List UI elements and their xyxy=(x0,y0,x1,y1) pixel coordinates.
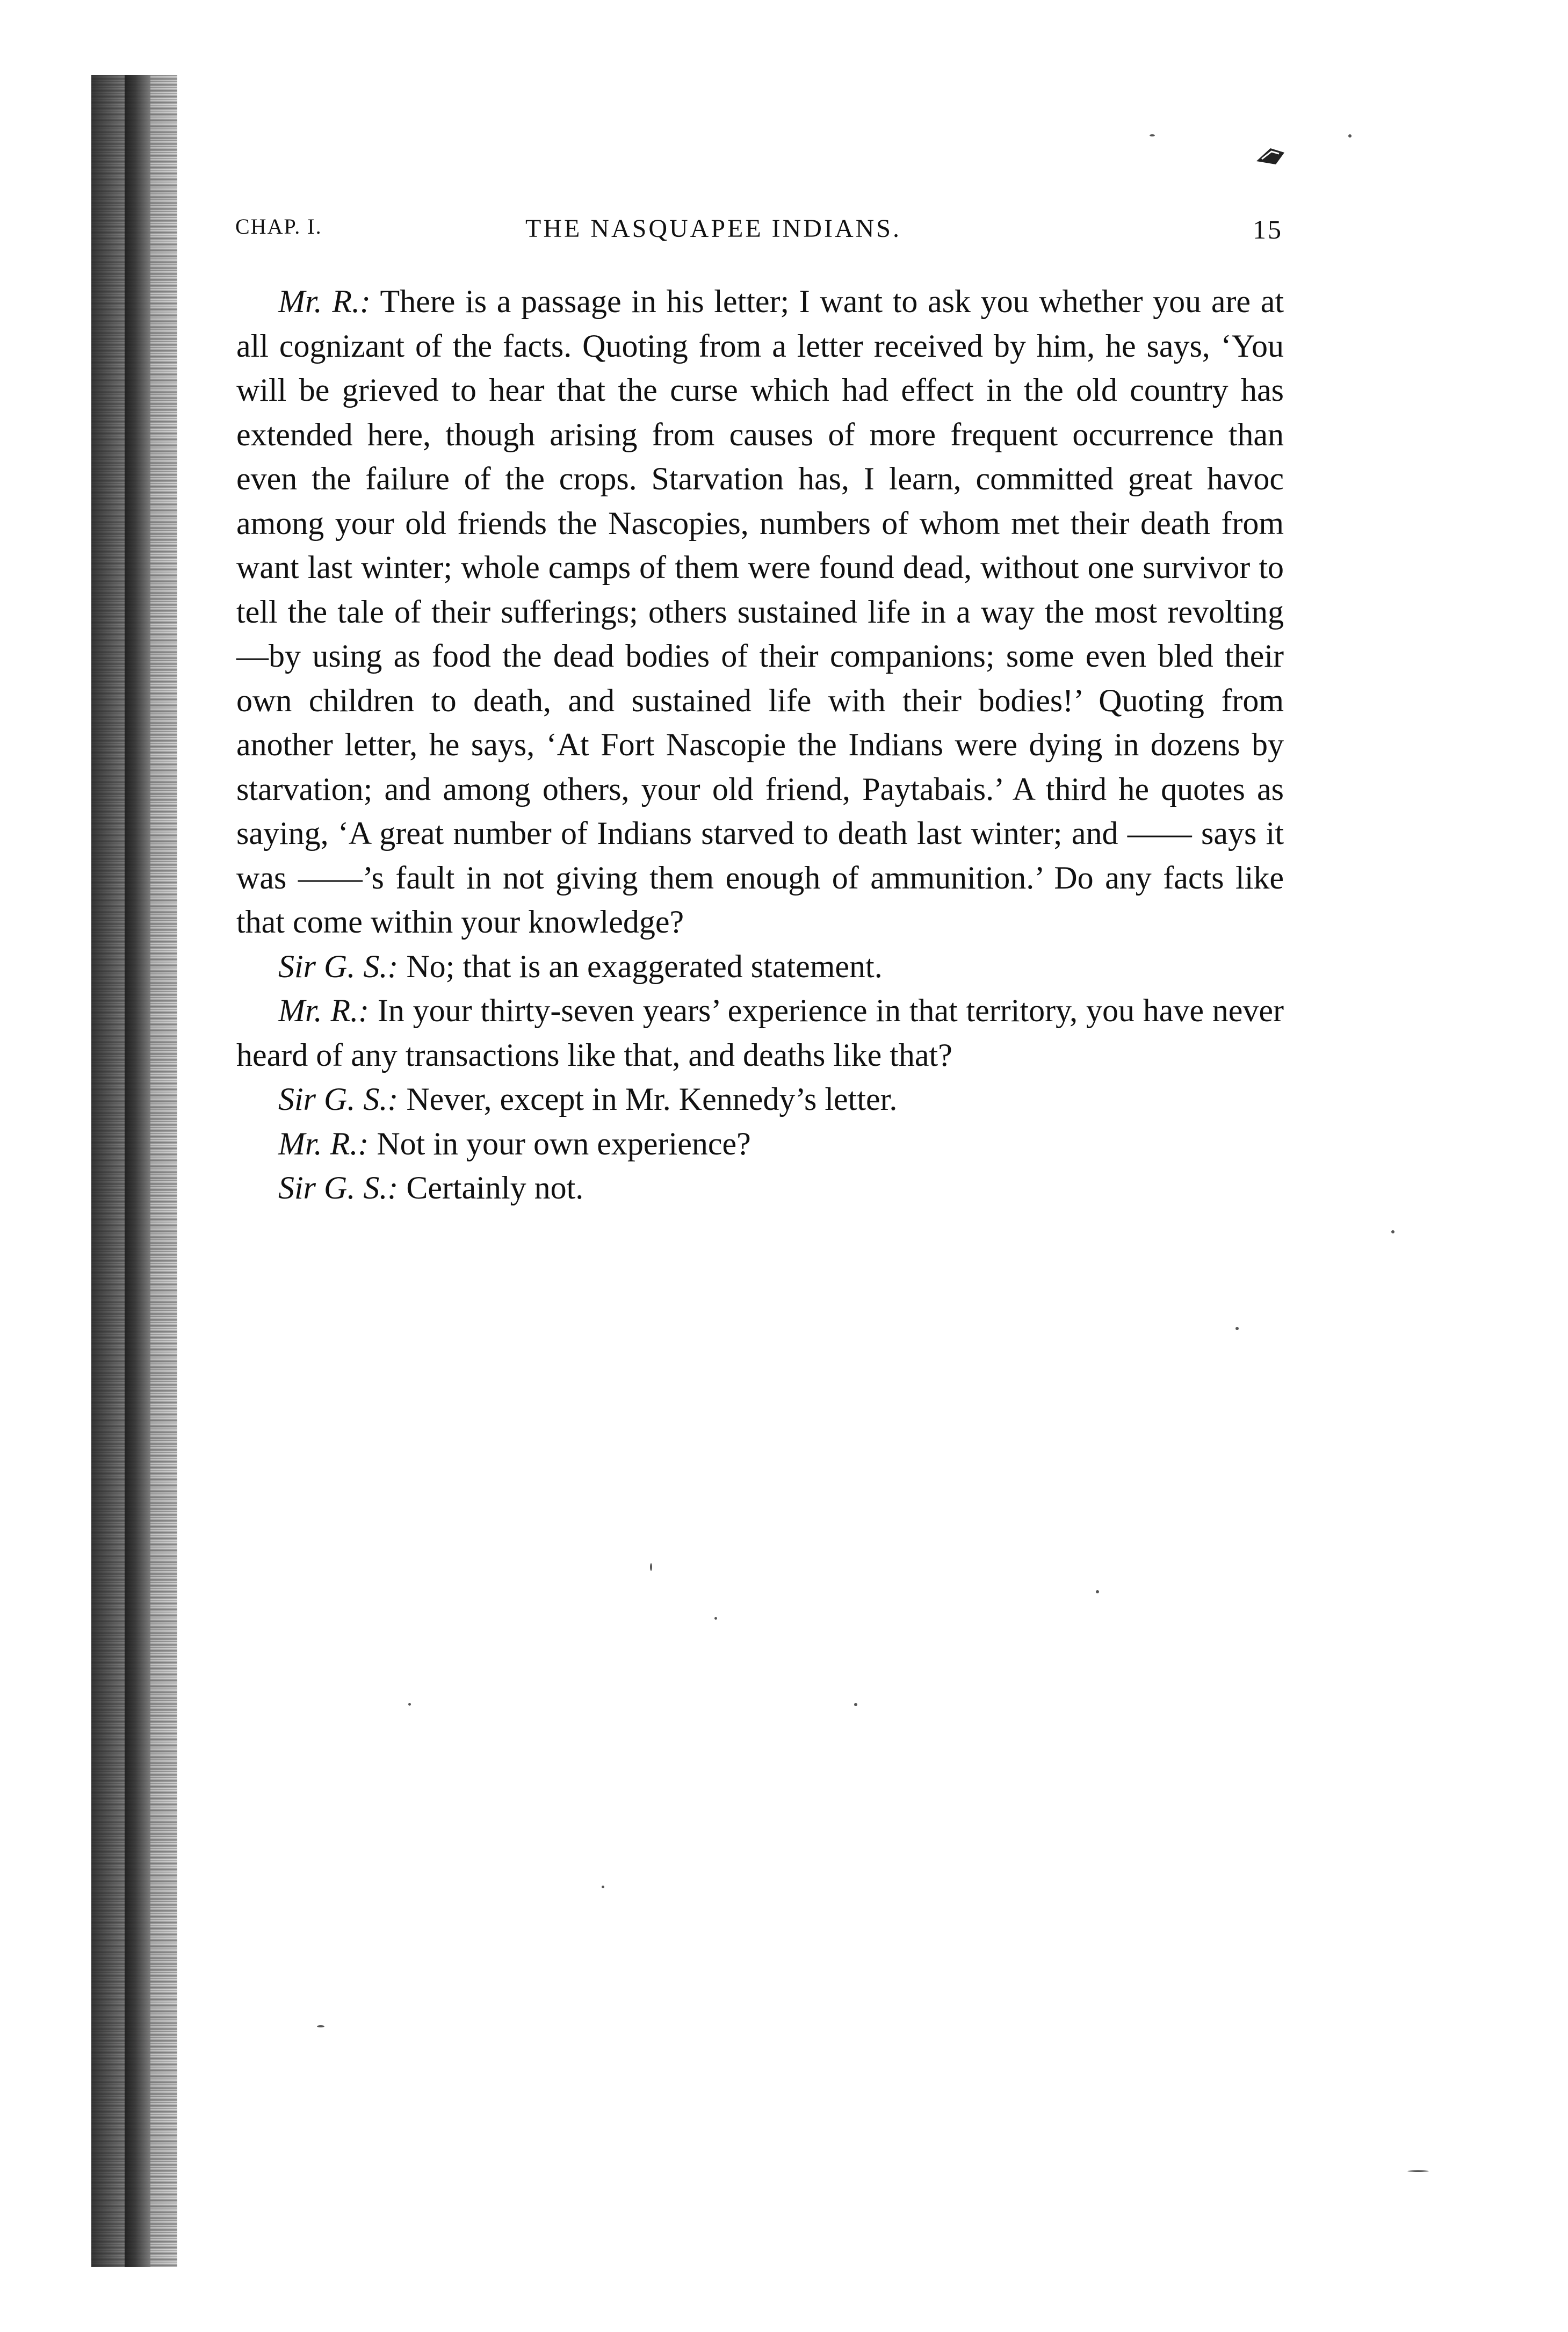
dialogue-paragraph xyxy=(236,1077,1284,1122)
print-speck xyxy=(408,1703,411,1706)
dialogue-paragraph xyxy=(236,279,1284,944)
print-speck xyxy=(1096,1590,1099,1593)
print-speck xyxy=(1235,1327,1239,1330)
print-speck xyxy=(1348,134,1352,138)
speaker-label: Sir G. S.: xyxy=(278,1081,399,1117)
chapter-label: CHAP. I. xyxy=(235,214,322,239)
speaker-label: Mr. R.: xyxy=(278,1125,369,1161)
dialogue-paragraph xyxy=(236,1122,1284,1166)
dialogue-text: No; that is an exaggerated statement. xyxy=(406,948,883,984)
printer-mark-icon xyxy=(1254,145,1287,167)
page-number: 15 xyxy=(1253,214,1283,244)
dialogue-text: Not in your own experience? xyxy=(377,1125,751,1161)
running-head xyxy=(235,214,1283,246)
print-speck xyxy=(714,1617,717,1620)
transcript-body xyxy=(236,279,1284,1210)
page-binding-shadow xyxy=(125,75,150,2267)
dialogue-text: Never, except in Mr. Kennedy’s letter. xyxy=(406,1081,898,1117)
dialogue-paragraph xyxy=(236,944,1284,989)
speaker-label: Sir G. S.: xyxy=(278,948,399,984)
speaker-label: Mr. R.: xyxy=(278,993,370,1028)
print-speck xyxy=(317,2025,324,2027)
print-speck xyxy=(1391,1230,1394,1233)
running-title: THE NASQUAPEE INDIANS. xyxy=(525,214,901,243)
dialogue-text: In your thirty-seven years’ experience in that territory, you have never heard of any transactions like that, and deaths like that? xyxy=(236,993,1284,1073)
print-speck xyxy=(602,1886,604,1888)
print-speck xyxy=(1407,2170,1429,2172)
speaker-label: Mr. R.: xyxy=(278,284,371,319)
dialogue-text: Certainly not. xyxy=(406,1170,584,1205)
print-speck xyxy=(1150,134,1155,136)
speaker-label: Sir G. S.: xyxy=(278,1170,399,1205)
print-speck xyxy=(854,1703,857,1706)
dialogue-paragraph xyxy=(236,988,1284,1077)
dialogue-text: There is a passage in his letter; I want to ask you whether you are at all cognizant of the facts. Quoting from a letter received by him, he says, ‘You will be grieved to hear that the curse which had effect in the old country has extended here, though arising from causes of more frequent occurrence than even the failure of the crops. Starvation has, I learn, committed great havoc among your old friends the Nascopies, numbers of whom met their death from want last winter; whole camps of them were found dead, without one survivor to tell the tale of their sufferings; others sustained life in a way the most revolting—by using as food the dead bodies of their companions; some even bled their own children to death, and sustained life with their bodies!’ Quoting from another letter, he says, ‘At Fort Nascopie the Indians were dying in dozens by starvation; and among others, your old friend, Paytabais.’ A third he quotes as saying, ‘A great number of Indians starved to death last winter; and —— says it was ——’s fault in not giving them enough of ammunition.’ Do any facts like that come within your knowledge? xyxy=(236,284,1284,940)
print-speck xyxy=(650,1563,652,1571)
dialogue-paragraph xyxy=(236,1166,1284,1210)
